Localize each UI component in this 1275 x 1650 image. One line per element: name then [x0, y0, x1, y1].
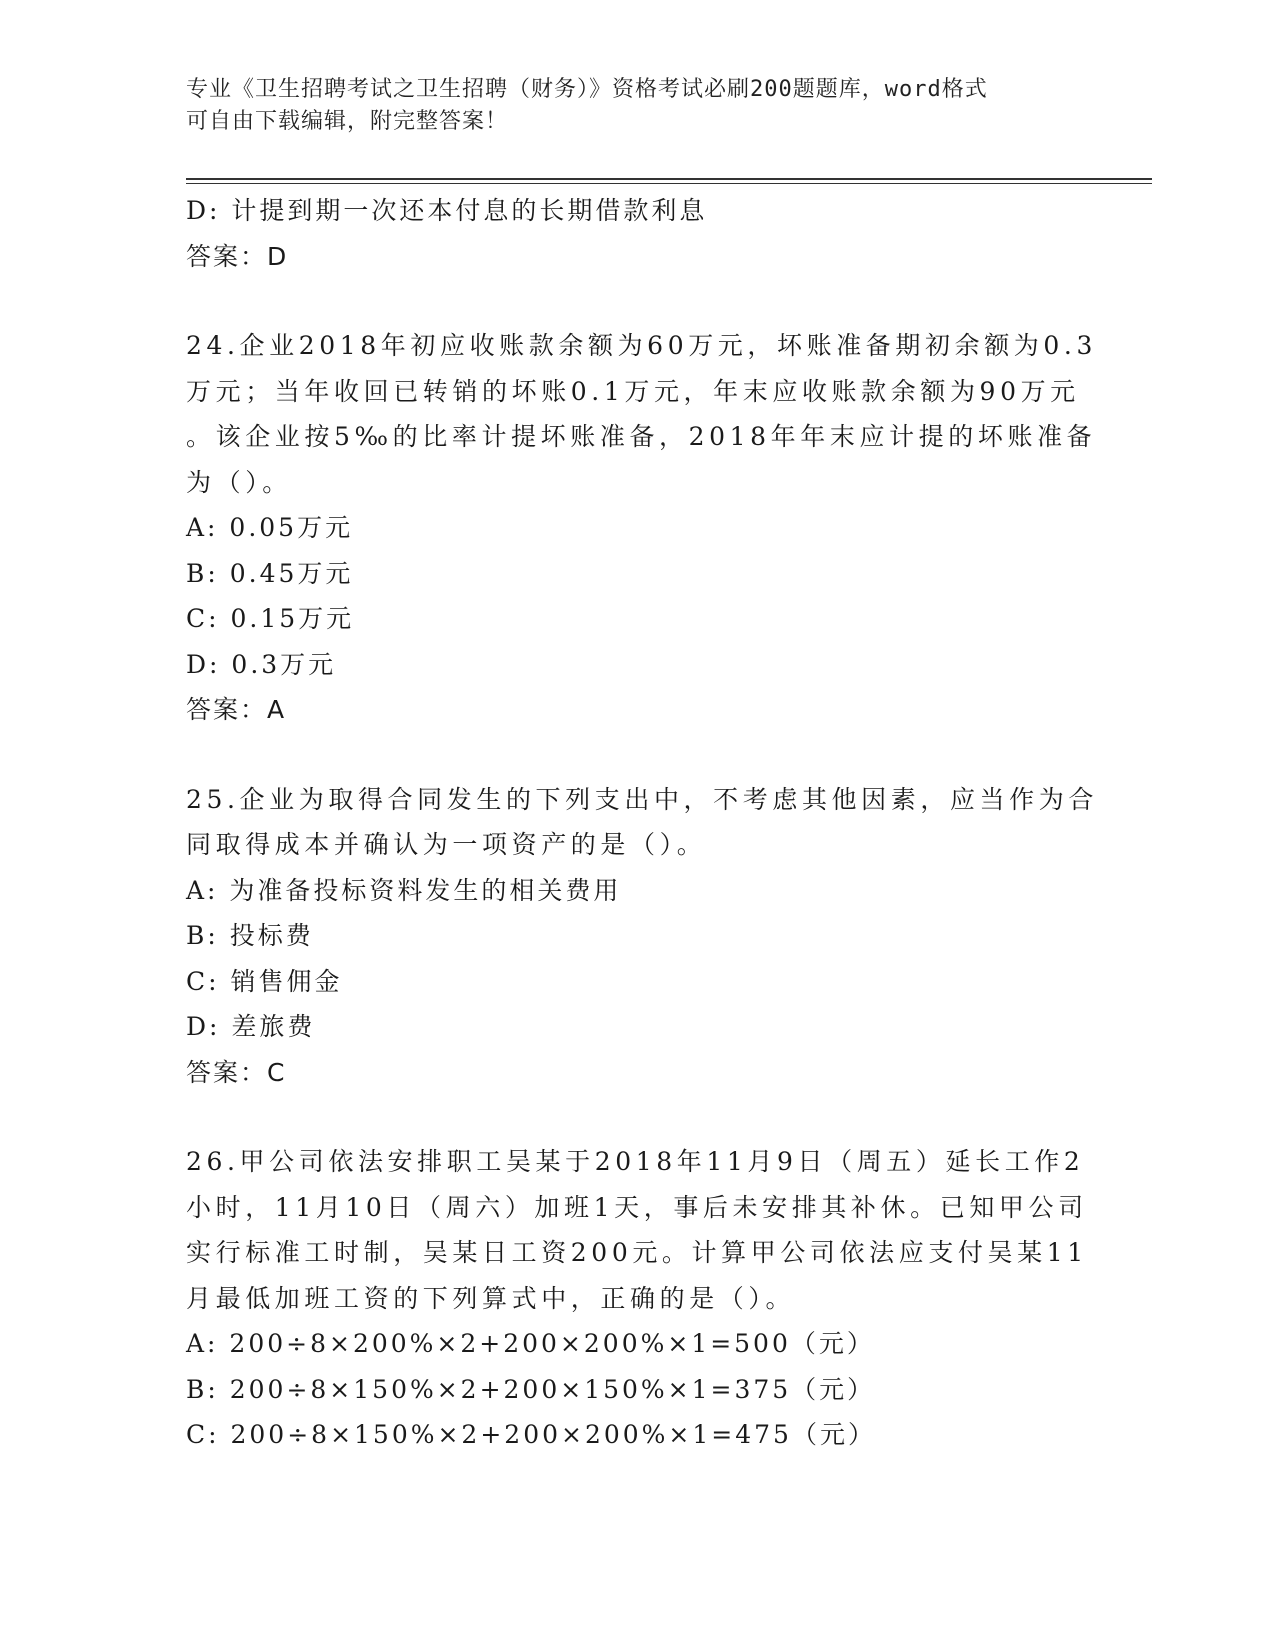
question-24: [186, 323, 1097, 733]
option-d: D: 0.3万元: [186, 649, 337, 679]
header-line-1: 专业《卫生招聘考试之卫生招聘（财务）》资格考试必刷200题题库，word格式: [186, 77, 988, 102]
question-23: [186, 188, 1086, 279]
option-c: C: 销售佣金: [186, 966, 343, 996]
question-stem-line: 月最低加班工资的下列算式中，正确的是（）。: [186, 1283, 796, 1313]
option-c: C: 200÷8×150%×2+200×200%×1=475（元）: [186, 1420, 876, 1449]
question-25: [186, 777, 1098, 1096]
question-stem-line: 。该企业按5‰的比率计提坏账准备，2018年年末应计提的坏账准备: [186, 422, 1097, 451]
option-a: A: 为准备投标资料发生的相关费用: [186, 875, 622, 905]
option-d: D: 计提到期一次还本付息的长期借款利息: [186, 196, 708, 225]
option-c: C: 0.15万元: [186, 604, 355, 633]
option-b: B: 0.45万元: [186, 558, 354, 588]
question-stem-line: 同取得成本并确认为一项资产的是（）。: [186, 830, 707, 859]
option-a: A: 200÷8×200%×2+200×200%×1=500（元）: [186, 1329, 875, 1358]
answer: 答案：D: [186, 241, 289, 271]
answer: 答案：C: [186, 1057, 287, 1087]
question-stem-line: 为（）。: [186, 467, 292, 497]
answer: 答案：A: [186, 695, 287, 724]
question-stem-line: 小时，11月10日（周六）加班1天，事后未安排其补休。已知甲公司: [186, 1192, 1088, 1222]
page-header: [186, 74, 1086, 138]
option-d: D: 差旅费: [186, 1012, 316, 1041]
question-26: [186, 1139, 1086, 1458]
question-stem-line: 25.企业为取得合同发生的下列支出中，不考虑其他因素，应当作为合: [186, 784, 1098, 814]
header-divider: [186, 178, 1152, 184]
document-body: [186, 188, 1098, 1458]
header-line-2: 可自由下载编辑，附完整答案！: [186, 109, 509, 134]
question-stem-line: 万元；当年收回已转销的坏账0.1万元，年末应收账款余额为90万元: [186, 376, 1080, 406]
option-b: B: 投标费: [186, 921, 314, 950]
option-a: A: 0.05万元: [186, 513, 354, 542]
question-stem-line: 26.甲公司依法安排职工吴某于2018年11月9日（周五）延长工作2: [186, 1147, 1085, 1176]
question-stem-line: 24.企业2018年初应收账款余额为60万元，坏账准备期初余额为0.3: [186, 331, 1097, 360]
option-b: B: 200÷8×150%×2+200×150%×1=375（元）: [186, 1374, 876, 1404]
question-stem-line: 实行标准工时制，吴某日工资200元。计算甲公司依法应支付吴某11: [186, 1238, 1088, 1267]
